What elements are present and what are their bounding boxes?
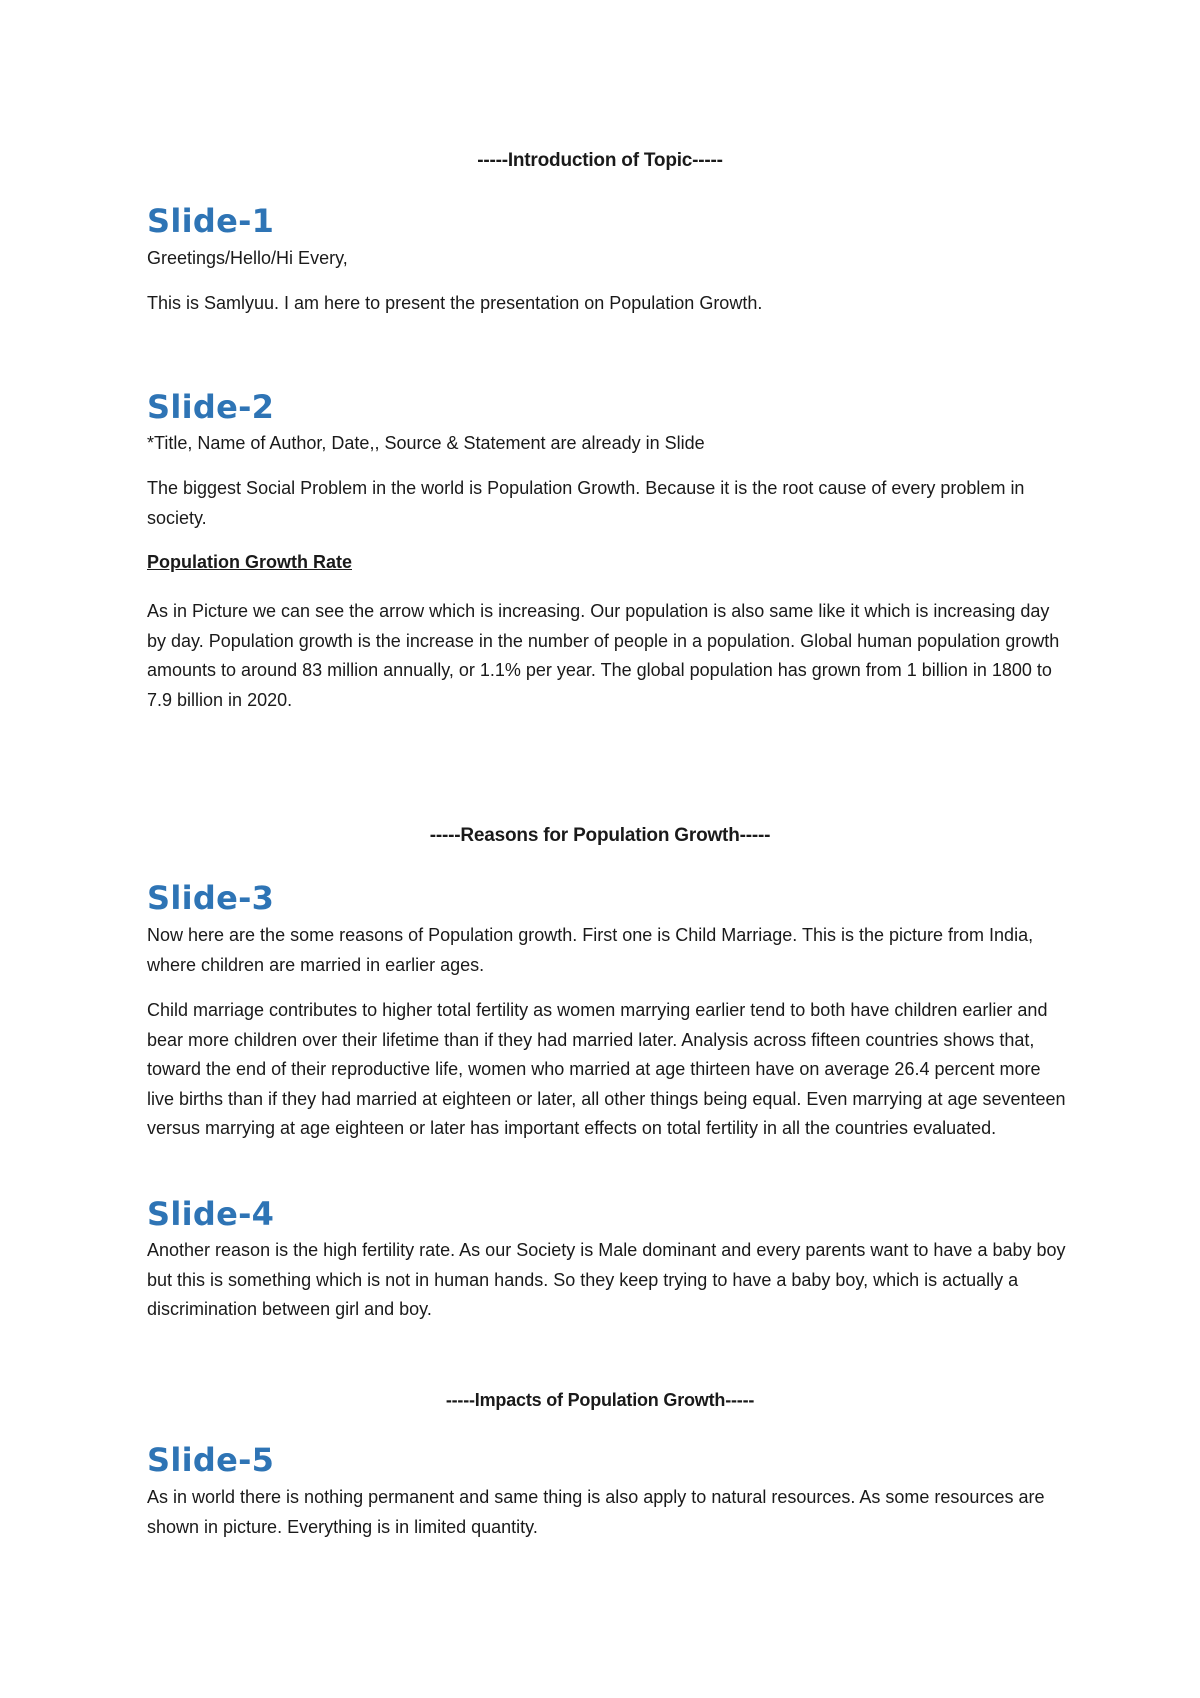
slide-2-title: Slide-2 (147, 388, 275, 426)
slide-3-paragraph-1: Now here are the some reasons of Population growth. First one is Child Marriage. This is the picture from India, where children are married in earlier ages. (147, 925, 1034, 975)
population-growth-rate-heading: Population Growth Rate (147, 552, 352, 572)
slide-3-title: Slide-3 (147, 879, 275, 917)
reasons-heading: -----Reasons for Population Growth----- (429, 825, 771, 846)
slide-1-intro-line: This is Samlyuu. I am here to present the presentation on Population Growth. (147, 293, 763, 313)
slide-4-title: Slide-4 (147, 1195, 275, 1233)
slide-3-paragraph-2: Child marriage contributes to higher total fertility as women marrying earlier tend to both have children earlier and bear more children over their lifetime than if they had married later. Analysis across fifteen countries shows that, toward the end of their reproductive life, women who married at age thirteen have on average 26.4 percent more live births than if they had married at eighteen or later, all other things being equal. Even marrying at age seventeen versus marrying at age eighteen or later has important effects on total fertility in all the countries evaluated. (147, 1000, 1066, 1139)
slide-4-paragraph: Another reason is the high fertility rate. As our Society is Male dominant and every parents want to have a baby boy but this is something which is not in human hands. So they keep trying to have a baby boy, which is actually a discrimination between girl and boy. (147, 1240, 1066, 1320)
slide-1-greeting: Greetings/Hello/Hi Every, (147, 248, 348, 268)
intro-heading: -----Introduction of Topic----- (477, 150, 723, 171)
slide-2-paragraph-2: As in Picture we can see the arrow which is increasing. Our population is also same like it which is increasing day by day. Population growth is the increase in the number of people in a population. Global human population growth amounts to around 83 million annually, or 1.1% per year. The global population has grown from 1 billion in 1800 to 7.9 billion in 2020. (147, 601, 1060, 710)
slide-5-paragraph: As in world there is nothing permanent and same thing is also apply to natural resources. As some resources are shown in picture. Everything is in limited quantity. (147, 1487, 1045, 1537)
slide-2-paragraph-1: The biggest Social Problem in the world is Population Growth. Because it is the root cause of every problem in society. (147, 478, 1025, 528)
slide-1-title: Slide-1 (147, 202, 275, 240)
impacts-heading: -----Impacts of Population Growth----- (445, 1390, 755, 1410)
slide-2-note: *Title, Name of Author, Date,, Source & Statement are already in Slide (147, 433, 705, 453)
slide-5-title: Slide-5 (147, 1441, 275, 1479)
